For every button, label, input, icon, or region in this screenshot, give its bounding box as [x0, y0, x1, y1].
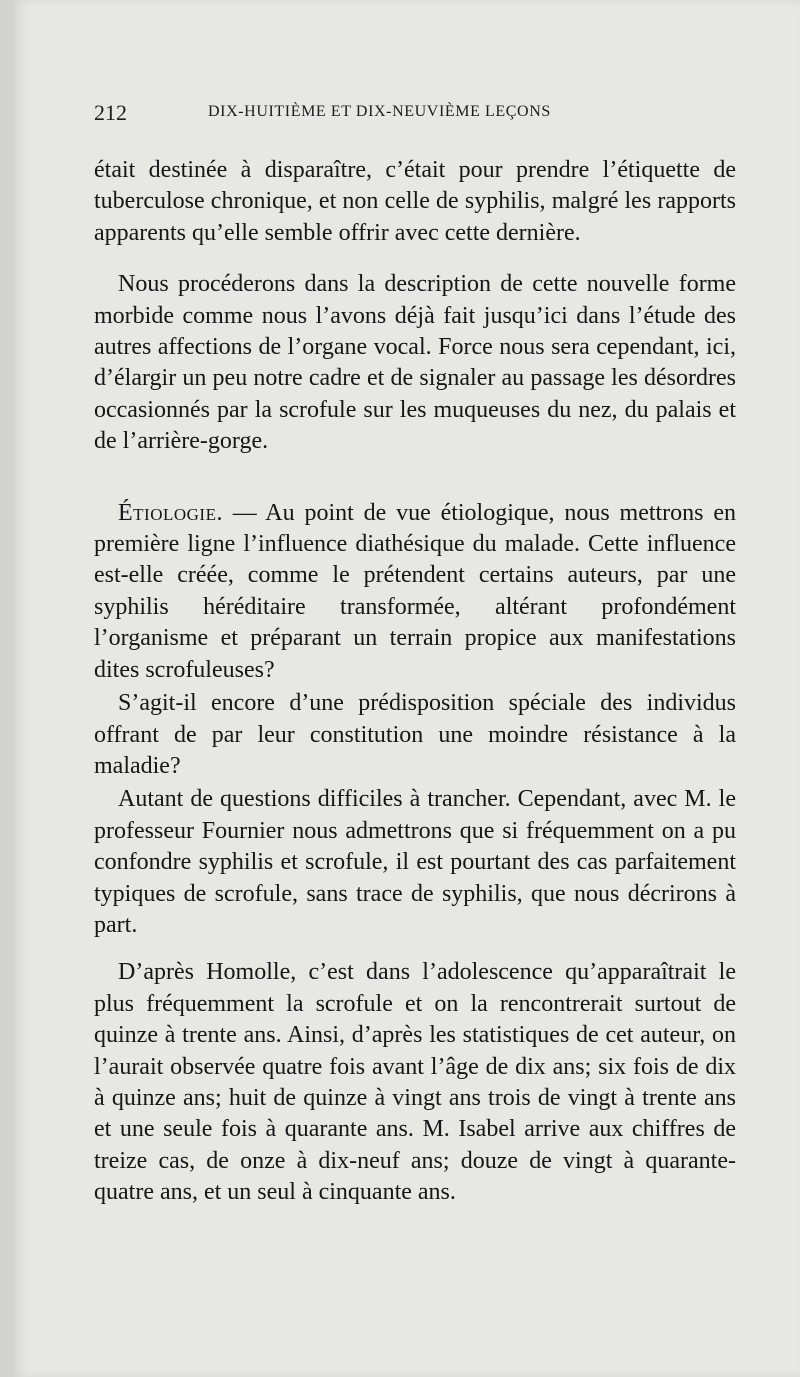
etiology-text: — Au point de vue étiologique, nous mettrons en première ligne l’influence diathésique du malade. Cette influence est-elle créée, comme le prétendent certains auteurs, par une syphilis héréditaire transformée, altérant profondément l’organisme et préparant un terrain propice aux manifestations dites scrofuleuses? [94, 499, 736, 683]
book-page [14, 0, 800, 1377]
page-header [94, 100, 734, 130]
running-head: DIX-HUITIÈME ET DIX-NEUVIÈME LEÇONS [208, 103, 551, 120]
paragraph-predisposition: S’agit-il encore d’une prédisposition spéciale des individus offrant de par leur constitution une moindre résistance à la maladie? [94, 690, 736, 779]
paragraph-etiology [94, 498, 736, 686]
body-text [94, 155, 736, 1209]
section-title-etiology: Étiologie. [118, 499, 223, 526]
paragraph-questions: Autant de questions difficiles à trancher. Cependant, avec M. le professeur Fournier nous admettrons que si fréquemment on a pu confondre syphilis et scrofule, il est pourtant des cas parfaitement typiques de scrofule, sans trace de syphilis, que nous décrirons à part. [94, 786, 736, 938]
page-number: 212 [94, 100, 127, 125]
paragraph-description: Nous procéderons dans la description de cette nouvelle forme morbide comme nous l’avons déjà fait jusqu’ici dans l’étude des autres affections de l’organe vocal. Force nous sera cependant, ici, d’élargir un peu notre cadre et de signaler au passage les désordres occasionnés par la scrofule sur les muqueuses du nez, du palais et de l’arrière-gorge. [94, 271, 736, 455]
paragraph-continued: était destinée à disparaître, c’était pour prendre l’étiquette de tuberculose chronique, et non celle de syphilis, malgré les rapports apparents qu’elle semble offrir avec cette dernière. [94, 157, 736, 246]
paragraph-statistics: D’après Homolle, c’est dans l’adolescence qu’apparaîtrait le plus fréquemment la scrofule et on la rencontrerait surtout de quinze à trente ans. Ainsi, d’après les statistiques de cet auteur, on l’aurait observée quatre fois avant l’âge de dix ans; six fois de dix à quinze ans; huit de quinze à vingt ans trois de vingt à trente ans et une seule fois à quarante ans. M. Isabel arrive aux chiffres de treize cas, de onze à dix-neuf ans; douze de vingt à quarante-quatre ans, et un seul à cinquante ans. [94, 959, 736, 1206]
